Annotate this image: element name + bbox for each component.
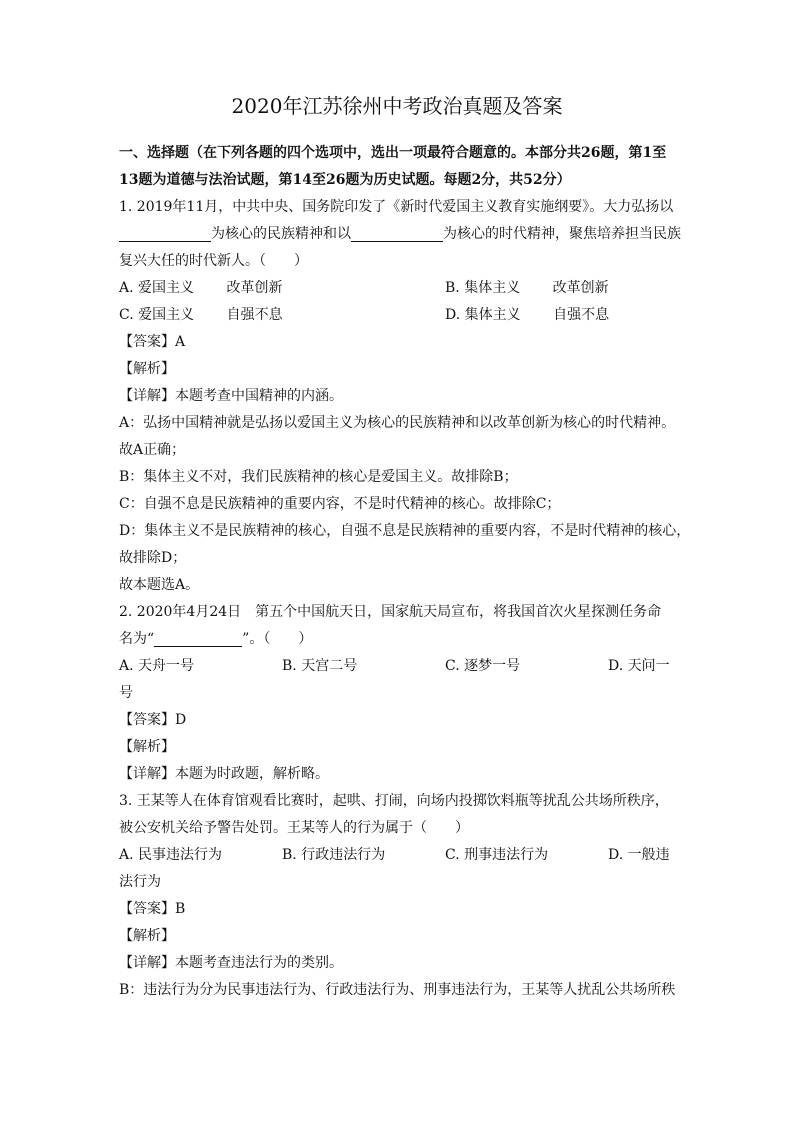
q2-option-d-wrap: 号: [119, 685, 133, 701]
q1-stem-end: 为核心的时代精神，聚焦培养担当民族: [443, 226, 681, 242]
q1-answer: 【答案】A: [119, 334, 186, 350]
q2-stem-start: 名为“: [119, 631, 155, 647]
q3-detail: 【详解】本题考查违法行为的类别。: [119, 955, 343, 971]
q2-analysis-label: 【解析】: [119, 739, 175, 755]
q2-answer: 【答案】D: [119, 712, 187, 728]
q3-option-a: A. 民事违法行为: [119, 847, 223, 863]
q2-option-a: A. 天舟一号: [119, 658, 195, 674]
q1-explain-b: B：集体主义不对，我们民族精神的核心是爱国主义。故排除B；: [119, 469, 518, 485]
section-header-line-1: 一、选择题（在下列各题的四个选项中，选出一项最符合题意的。本部分共26题，第1至: [119, 145, 667, 161]
q3-option-c: C. 刑事违法行为: [445, 847, 549, 863]
q2-stem-end: ”。（ ）: [242, 631, 313, 647]
document-body: [119, 140, 691, 1004]
q1-analysis-label: 【解析】: [119, 361, 175, 377]
q1-option-d: D. 集体主义 自强不息: [445, 307, 610, 323]
q2-stem-line-2: [119, 626, 679, 653]
q1-stem-line-2: [119, 221, 679, 248]
q1-blank-1: [119, 223, 211, 242]
q1-option-c: C. 爱国主义 自强不息: [119, 307, 283, 323]
q2-blank: [154, 628, 242, 647]
q1-stem-line-1: 1. 2019年11月，中共中央、国务院印发了《新时代爱国主义教育实施纲要》。大力弘扬以: [119, 199, 674, 215]
q1-conclusion: 故本题选A。: [119, 577, 200, 593]
q1-stem-line-3: 复兴大任的时代新人。（ ）: [119, 253, 308, 269]
q3-explain-b: B：违法行为分为民事违法行为、行政违法行为、刑事违法行为，王某等人扰乱公共场所秩: [119, 982, 676, 998]
q2-option-b: B. 天宫二号: [282, 658, 358, 674]
q2-stem-line-1: 2. 2020年4月24日 第五个中国航天日，国家航天局宣布，将我国首次火星探测任务命: [119, 604, 662, 620]
q1-option-a: A. 爱国主义 改革创新: [119, 280, 283, 296]
q1-options-row-1: [119, 275, 679, 302]
q2-option-d: D. 天问一: [608, 658, 670, 674]
q3-option-b: B. 行政违法行为: [282, 847, 386, 863]
q3-stem-line-2: 被公安机关给予警告处罚。王某等人的行为属于（ ）: [119, 820, 469, 836]
q3-stem-line-1: 3. 王某等人在体育馆观看比赛时，起哄、打闹，向场内投掷饮料瓶等扰乱公共场所秩序，: [119, 793, 669, 809]
q3-option-d-wrap: 法行为: [119, 874, 161, 890]
q3-answer: 【答案】B: [119, 901, 186, 917]
q1-explain-d-line-1: D：集体主义不是民族精神的核心，自强不息是民族精神的重要内容，不是时代精神的核心，: [119, 523, 691, 539]
q1-explain-a-line-1: A：弘扬中国精神就是弘扬以爱国主义为核心的民族精神和以改革创新为核心的时代精神。: [119, 415, 676, 431]
q1-options-row-2: [119, 302, 679, 329]
q1-detail: 【详解】本题考查中国精神的内涵。: [119, 388, 343, 404]
q2-option-c: C. 逐梦一号: [445, 658, 521, 674]
q2-detail: 【详解】本题为时政题，解析略。: [119, 766, 329, 782]
q3-options-row: [119, 842, 679, 869]
document-title: 2020年江苏徐州中考政治真题及答案: [231, 94, 563, 118]
q2-options-row: [119, 653, 679, 680]
q3-analysis-label: 【解析】: [119, 928, 175, 944]
q1-stem-mid: 为核心的民族精神和以: [211, 226, 351, 242]
q1-explain-a-line-2: 故A正确；: [119, 442, 186, 458]
q1-blank-2: [351, 223, 443, 242]
q1-explain-c: C：自强不息是民族精神的重要内容，不是时代精神的核心。故排除C；: [119, 496, 561, 512]
section-header-line-2: 13题为道德与法治试题，第14至26题为历史试题。每题2分，共52分）: [119, 172, 571, 188]
q3-option-d: D. 一般违: [608, 847, 670, 863]
q1-option-b: B. 集体主义 改革创新: [445, 280, 609, 296]
q1-explain-d-line-2: 故排除D；: [119, 550, 187, 566]
